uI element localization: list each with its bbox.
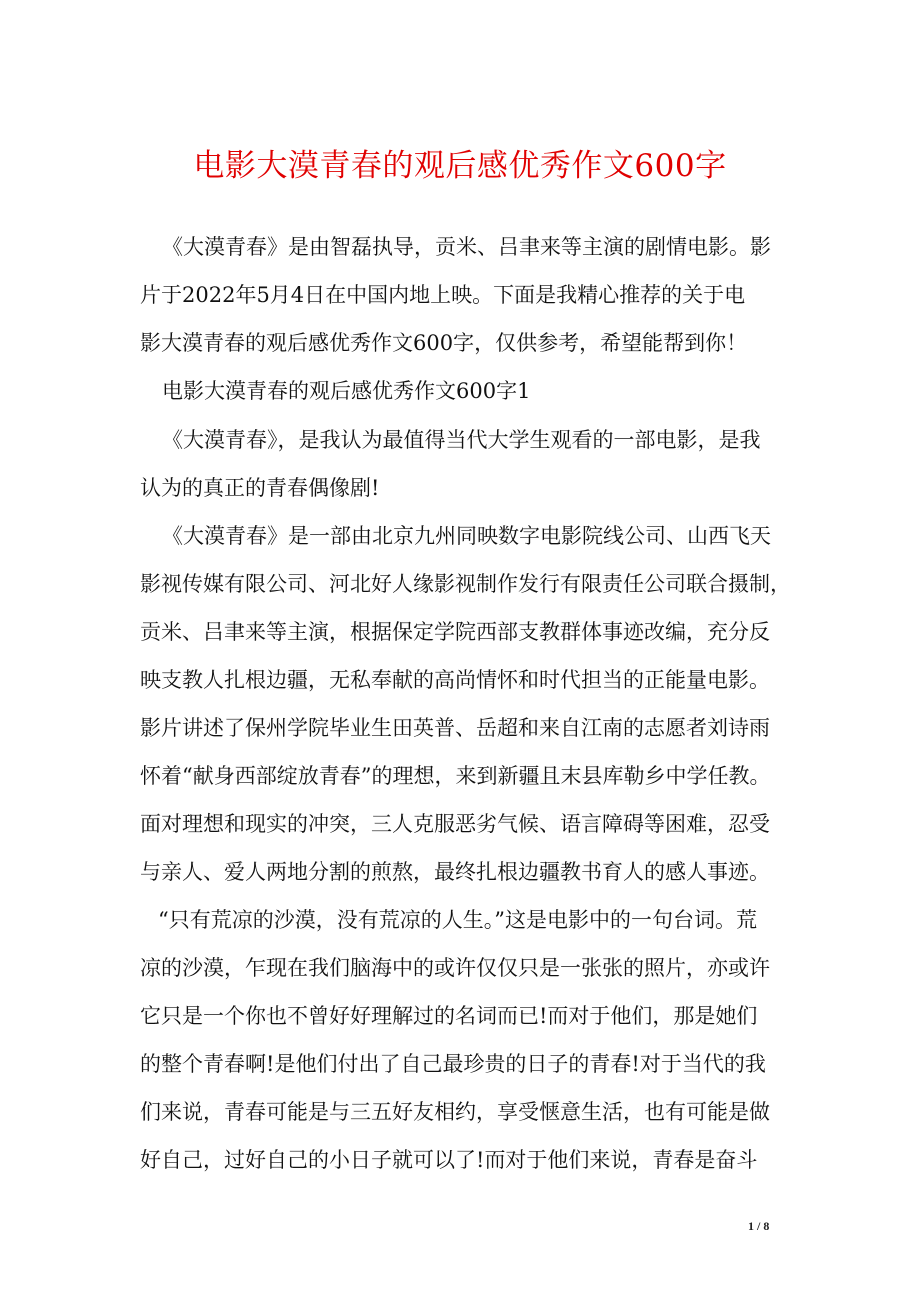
paragraph-line: 贡米、吕聿来等主演，根据保定学院西部支教群体事迹改编，充分反: [140, 620, 770, 644]
paragraph-line: 影片讲述了保州学院毕业生田英普、岳超和来自江南的志愿者刘诗雨: [140, 716, 770, 740]
paragraph-line: 认为的真正的青春偶像剧!: [140, 476, 380, 500]
paragraph-line: 面对理想和现实的冲突，三人克服恶劣气候、语言障碍等困难，忍受: [140, 812, 770, 836]
paragraph-line: 影视传媒有限公司、河北好人缘影视制作发行有限责任公司联合摄制，: [140, 572, 791, 596]
paragraph-line: 《大漠青春》，是我认为最值得当代大学生观看的一部电影，是我: [162, 428, 761, 452]
paragraph-line: 的整个青春啊!是他们付出了自己最珍贵的日子的青春!对于当代的我: [140, 1052, 766, 1076]
paragraph-line: 它只是一个你也不曾好好理解过的名词而已!而对于他们，那是她们: [140, 1004, 758, 1028]
section-heading: 电影大漠青春的观后感优秀作文600字1: [162, 379, 531, 403]
paragraph-line: 《大漠青春》是一部由北京九州同映数字电影院线公司、山西飞天: [162, 524, 771, 548]
paragraph-line: 片于2022年5月4日在中国内地上映。下面是我精心推荐的关于电: [140, 283, 746, 307]
paragraph-line: 们来说，青春可能是与三五好友相约，享受惬意生活，也有可能是做: [140, 1100, 770, 1124]
paragraph-line: “只有荒凉的沙漠，没有荒凉的人生。”这是电影中的一句台词。荒: [158, 908, 757, 932]
paragraph-line: 怀着“献身西部绽放青春”的理想，来到新疆且末县库勒乡中学任教。: [140, 764, 771, 788]
paragraph-line: 与亲人、爱人两地分割的煎熬，最终扎根边疆教书育人的感人事迹。: [140, 860, 770, 884]
paragraph-line: 好自己，过好自己的小日子就可以了!而对于他们来说，青春是奋斗: [140, 1148, 758, 1172]
paragraph-line: 映支教人扎根边疆，无私奉献的高尚情怀和时代担当的正能量电影。: [140, 668, 770, 692]
document-title: 电影大漠青春的观后感优秀作文600字: [193, 148, 727, 184]
page-number: 1 / 8: [748, 1219, 770, 1233]
paragraph-line: 影大漠青春的观后感优秀作文600字，仅供参考，希望能帮到你！: [140, 331, 748, 355]
paragraph-line: 《大漠青春》是由智磊执导，贡米、吕聿来等主演的剧情电影。影: [162, 235, 771, 259]
paragraph-line: 凉的沙漠，乍现在我们脑海中的或许仅仅只是一张张的照片，亦或许: [140, 956, 770, 980]
